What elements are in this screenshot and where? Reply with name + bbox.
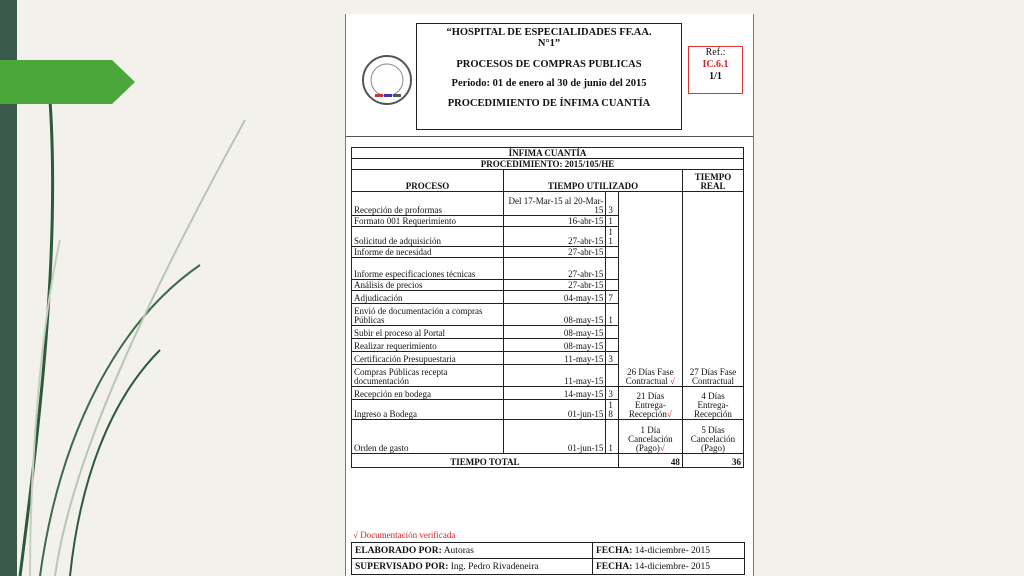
check-icon: √ xyxy=(670,376,675,386)
separator xyxy=(346,136,753,137)
dias-cell xyxy=(606,280,618,291)
group1-real: 27 Días Fase Contractual xyxy=(682,192,743,387)
col-proceso: PROCESO xyxy=(352,170,504,192)
document-sheet xyxy=(345,14,754,576)
period: Período: 01 de enero al 30 de junio del 2015 xyxy=(451,78,647,89)
proceso-cell: Informe especificaciones técnicas xyxy=(352,258,504,280)
fecha-value: 14-diciembre- 2015 xyxy=(634,545,710,556)
group1-used xyxy=(618,192,682,387)
procedure-title: PROCEDIMIENTO DE ÍNFIMA CUANTÍA xyxy=(447,98,651,109)
fecha-cell: 04-may-15 xyxy=(504,291,606,304)
dias-cell: 1 xyxy=(606,420,618,454)
fecha-cell: 16-abr-15 xyxy=(504,216,606,227)
group3-used xyxy=(618,420,682,454)
total-real: 36 xyxy=(682,454,743,468)
proceso-cell: Recepción de proformas xyxy=(352,192,504,216)
proceso-cell: Ingreso a Bodega xyxy=(352,400,504,420)
dias-cell xyxy=(606,258,618,280)
green-arrow-shape xyxy=(0,60,135,104)
group1-used-text: 26 Días Fase Contractual xyxy=(625,367,674,386)
dias-cell: 3 xyxy=(606,387,618,400)
procedure-table xyxy=(351,147,744,468)
header-box xyxy=(416,23,682,130)
elaborado-cell xyxy=(352,543,593,559)
reference-box xyxy=(688,46,743,94)
dias-cell xyxy=(606,365,618,387)
dias-cell xyxy=(606,247,618,258)
fecha-cell: 01-jun-15 xyxy=(504,400,606,420)
dias-cell: 7 xyxy=(606,291,618,304)
fecha-label: FECHA: xyxy=(596,545,633,556)
check-icon: √ xyxy=(659,443,665,453)
ref-code: IC.6.1 xyxy=(702,59,729,70)
ref-page: 1/1 xyxy=(709,71,722,82)
dias-cell: 1 xyxy=(606,216,618,227)
fecha-cell: 01-jun-15 xyxy=(504,420,606,454)
hospital-logo-icon xyxy=(359,52,415,108)
fecha-cell: 27-abr-15 xyxy=(504,247,606,258)
dias-cell: 1 1 xyxy=(606,227,618,247)
fecha-cell: Del 17-Mar-15 al 20-Mar-15 xyxy=(504,192,606,216)
supervisado-label: SUPERVISADO POR: xyxy=(355,561,449,572)
fecha-label: FECHA: xyxy=(596,561,633,572)
proceso-cell: Compras Públicas recepta documentación xyxy=(352,365,504,387)
fecha-cell-2 xyxy=(593,559,745,575)
table-procedure: PROCEDIMIENTO: 2015/105/HE xyxy=(352,159,744,170)
elaborado-value: Autoras xyxy=(443,545,474,556)
elaborado-label: ELABORADO POR: xyxy=(355,545,442,556)
proceso-cell: Informe de necesidad xyxy=(352,247,504,258)
total-used: 48 xyxy=(618,454,682,468)
fecha-cell: 27-abr-15 xyxy=(504,280,606,291)
dias-cell xyxy=(606,339,618,352)
proceso-cell: Certificación Presupuestaria xyxy=(352,352,504,365)
dias-cell: 3 xyxy=(606,192,618,216)
proceso-cell: Subir el proceso al Portal xyxy=(352,326,504,339)
proceso-cell: Análisis de precios xyxy=(352,280,504,291)
proceso-cell: Envió de documentación a compras Públicas xyxy=(352,304,504,326)
group3-used-text: 1 Día Cancelación (Pago) xyxy=(628,425,673,453)
fecha-cell: 08-may-15 xyxy=(504,326,606,339)
proceso-cell: Solicitud de adquisición xyxy=(352,227,504,247)
supervisado-cell xyxy=(352,559,593,575)
signature-table xyxy=(351,542,745,575)
hospital-name: “HOSPITAL DE ESPECIALIDADES FF.AA. xyxy=(446,27,652,38)
group3-real: 5 Días Cancelación (Pago) xyxy=(682,420,743,454)
group2-used-text: 21 Días Entrega-Recepción xyxy=(628,391,667,419)
fecha-cell: 11-may-15 xyxy=(504,352,606,365)
ref-label: Ref.: xyxy=(705,47,726,58)
proceso-cell: Orden de gasto xyxy=(352,420,504,454)
group2-real: 4 Días Entrega-Recepción xyxy=(682,387,743,420)
group2-used xyxy=(618,387,682,420)
dias-cell: 1 8 xyxy=(606,400,618,420)
fecha-cell-1 xyxy=(593,543,745,559)
dias-cell: 3 xyxy=(606,352,618,365)
verification-note: √ Documentación verificada xyxy=(353,530,456,540)
supervisado-value: Ing. Pedro Rivadeneira xyxy=(450,561,539,572)
fecha-cell: 08-may-15 xyxy=(504,304,606,326)
proceso-cell: Recepción en bodega xyxy=(352,387,504,400)
col-real: TIEMPO REAL xyxy=(682,170,743,192)
fecha-cell: 27-abr-15 xyxy=(504,227,606,247)
proceso-cell: Realizar requerimiento xyxy=(352,339,504,352)
fecha-cell: 08-may-15 xyxy=(504,339,606,352)
col-tiempo: TIEMPO UTILIZADO xyxy=(504,170,683,192)
fecha-cell: 27-abr-15 xyxy=(504,258,606,280)
fecha-cell: 11-may-15 xyxy=(504,365,606,387)
total-label: TIEMPO TOTAL xyxy=(352,454,619,468)
table-title: ÍNFIMA CUANTÍA xyxy=(352,148,744,159)
check-icon: √ xyxy=(666,409,672,419)
dias-cell: 1 xyxy=(606,304,618,326)
fecha-value: 14-diciembre- 2015 xyxy=(634,561,710,572)
proceso-cell: Formato 001 Requerimiento xyxy=(352,216,504,227)
dias-cell xyxy=(606,326,618,339)
process-title: PROCESOS DE COMPRAS PUBLICAS xyxy=(456,59,642,70)
proceso-cell: Adjudicación xyxy=(352,291,504,304)
fecha-cell: 14-may-15 xyxy=(504,387,606,400)
hospital-number: N°1” xyxy=(537,38,561,49)
